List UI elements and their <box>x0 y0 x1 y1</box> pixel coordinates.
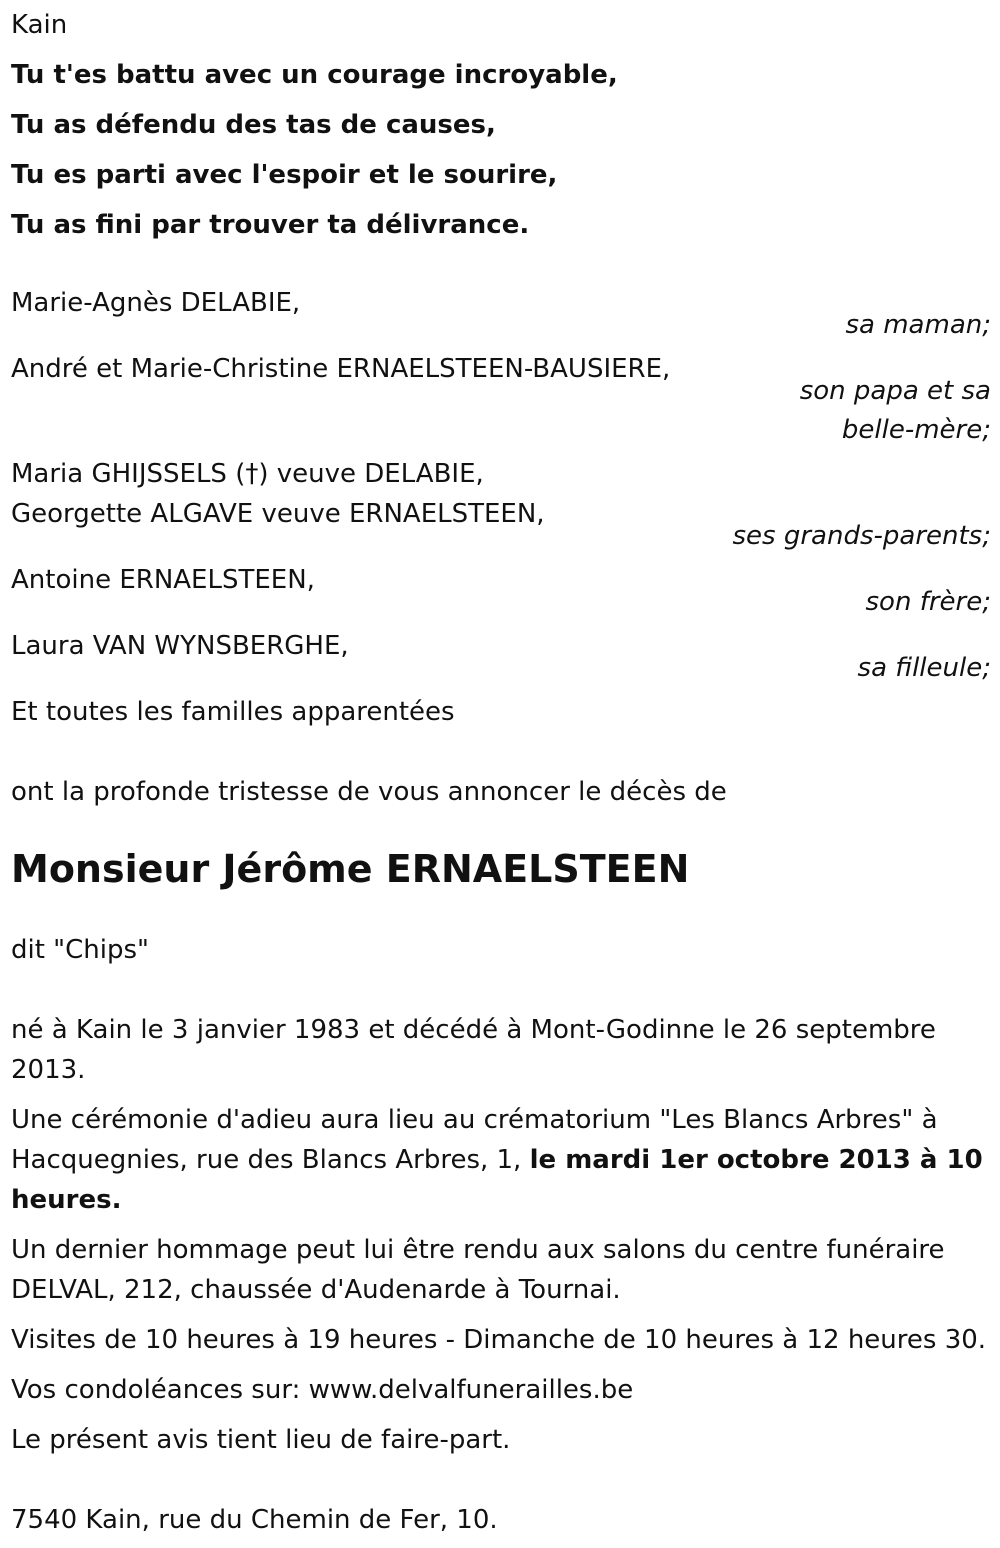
mother-relation: sa maman; <box>845 310 991 340</box>
grandparent-name: Georgette ALGAVE veuve ERNAELSTEEN, <box>11 499 545 529</box>
birth-death-dates: né à Kain le 3 janvier 1983 et décédé à Mont-Godinne le 26 septembre 2013. <box>11 1015 936 1085</box>
ceremony-text: Une cérémonie d'adieu aura lieu au crématorium "Les Blancs Arbres" à Hacquegnies, rue des Blancs Arbres, 1, <box>11 1105 938 1175</box>
father-relation-line-2: belle-mère; <box>841 415 991 445</box>
announcement: ont la profonde tristesse de vous annoncer le décès de <box>11 777 727 807</box>
father-name: André et Marie-Christine ERNAELSTEEN-BAUSIERE, <box>11 354 671 384</box>
other-families: Et toutes les familles apparentées <box>11 697 455 727</box>
deceased-name: Monsieur Jérôme ERNAELSTEEN <box>11 847 690 891</box>
brother-name: Antoine ERNAELSTEEN, <box>11 565 315 595</box>
ceremony-date: le mardi 1er octobre 2013 à 10 heures. <box>11 1145 983 1215</box>
obituary-notice <box>11 5 991 1540</box>
tribute-info: Un dernier hommage peut lui être rendu aux salons du centre funéraire DELVAL, 212, chaussée d'Audenarde à Tournai. <box>11 1235 945 1305</box>
goddaughter-name: Laura VAN WYNSBERGHE, <box>11 631 349 661</box>
ceremony-info <box>11 1100 991 1220</box>
family-list <box>11 283 991 732</box>
grandparent-name: Maria GHIJSSELS (†) veuve DELABIE, <box>11 459 484 489</box>
brother-relation: son frère; <box>865 587 991 617</box>
notice-text: Le présent avis tient lieu de faire-part. <box>11 1425 511 1455</box>
goddaughter-relation: sa filleule; <box>857 653 991 683</box>
father-relation-line-1: son papa et sa <box>799 376 991 406</box>
grandparents-relation: ses grands-parents; <box>732 521 991 551</box>
poem-line: Tu as fini par trouver ta délivrance. <box>11 210 530 240</box>
mother-name: Marie-Agnès DELABIE, <box>11 288 301 318</box>
poem-line: Tu t'es battu avec un courage incroyable, <box>11 60 618 90</box>
poem-line: Tu es parti avec l'espoir et le sourire, <box>11 160 558 190</box>
condolences-link: Vos condoléances sur: www.delvalfunerailles.be <box>11 1375 634 1405</box>
visiting-hours: Visites de 10 heures à 19 heures - Dimanche de 10 heures à 12 heures 30. <box>11 1325 987 1355</box>
family-address: 7540 Kain, rue du Chemin de Fer, 10. <box>11 1505 498 1535</box>
place-heading: Kain <box>11 10 68 40</box>
deceased-nickname: dit "Chips" <box>11 935 150 965</box>
poem <box>11 55 991 245</box>
poem-line: Tu as défendu des tas de causes, <box>11 110 496 140</box>
